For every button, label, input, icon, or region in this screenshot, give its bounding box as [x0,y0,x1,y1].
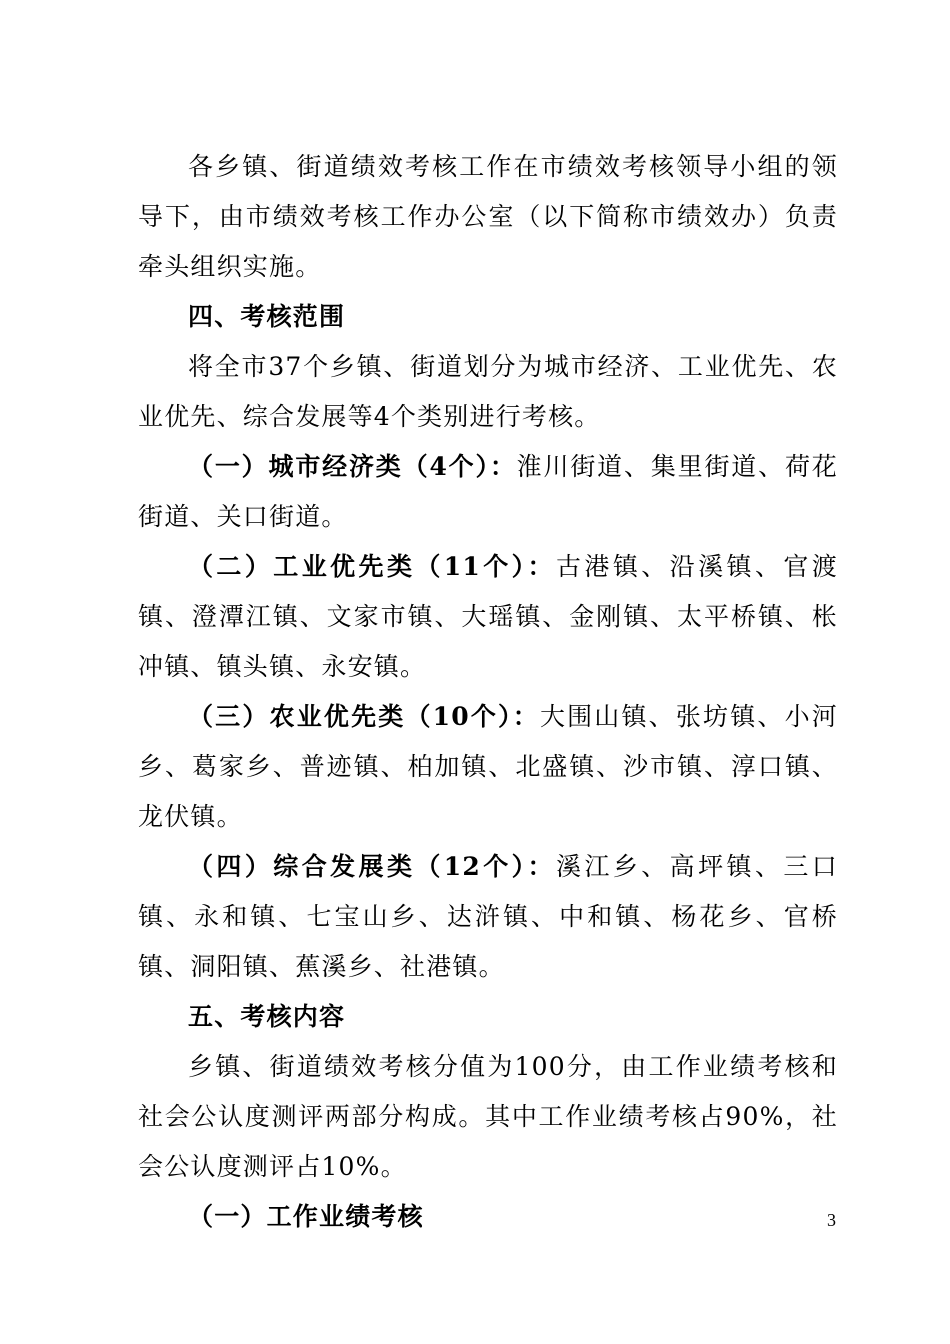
category-members: 大围山镇、张坊镇、小河乡、葛家乡、普迹镇、柏加镇、北盛镇、沙市镇、淳口镇、龙伏镇。 [138,702,839,831]
paragraph-leadership: 各乡镇、街道绩效考核工作在市绩效考核领导小组的领导下，由市绩效考核工作办公室（以下简称市绩效办）负责牵头组织实施。 [138,152,838,281]
category-urban-economy [138,442,838,542]
paragraph-scope: 将全市37个乡镇、街道划分为城市经济、工业优先、农业优先、综合发展等4个类别进行考核。 [138,352,838,431]
section-heading-scope: 四、考核范围 [188,302,346,331]
page-number: 3 [827,1210,836,1230]
category-members: 古港镇、沿溪镇、官渡镇、澄潭江镇、文家市镇、大瑶镇、金刚镇、太平桥镇、枨冲镇、镇头镇、永安镇。 [138,552,838,681]
category-agriculture-priority [138,692,838,842]
paragraph-content: 乡镇、街道绩效考核分值为100分，由工作业绩考核和社会公认度测评两部分构成。其中工作业绩考核占90%，社会公认度测评占10%。 [138,1052,838,1181]
category-label: （一）城市经济类（4个）： [188,452,517,481]
category-label: （二）工业优先类（11个）： [188,552,556,581]
document-body [138,142,838,1242]
category-label: （四）综合发展类（12个）： [188,852,556,881]
category-label: （三）农业优先类（10个）： [188,702,540,731]
subsection-heading-performance: （一）工作业绩考核 [188,1202,424,1231]
section-heading-content: 五、考核内容 [188,1002,346,1031]
category-members: 溪江乡、高坪镇、三口镇、永和镇、七宝山乡、达浒镇、中和镇、杨花乡、官桥镇、洞阳镇、蕉溪乡、社港镇。 [138,852,838,981]
category-comprehensive [138,842,838,992]
category-members: 淮川街道、集里街道、荷花街道、关口街道。 [138,452,838,531]
category-industry-priority [138,542,838,692]
